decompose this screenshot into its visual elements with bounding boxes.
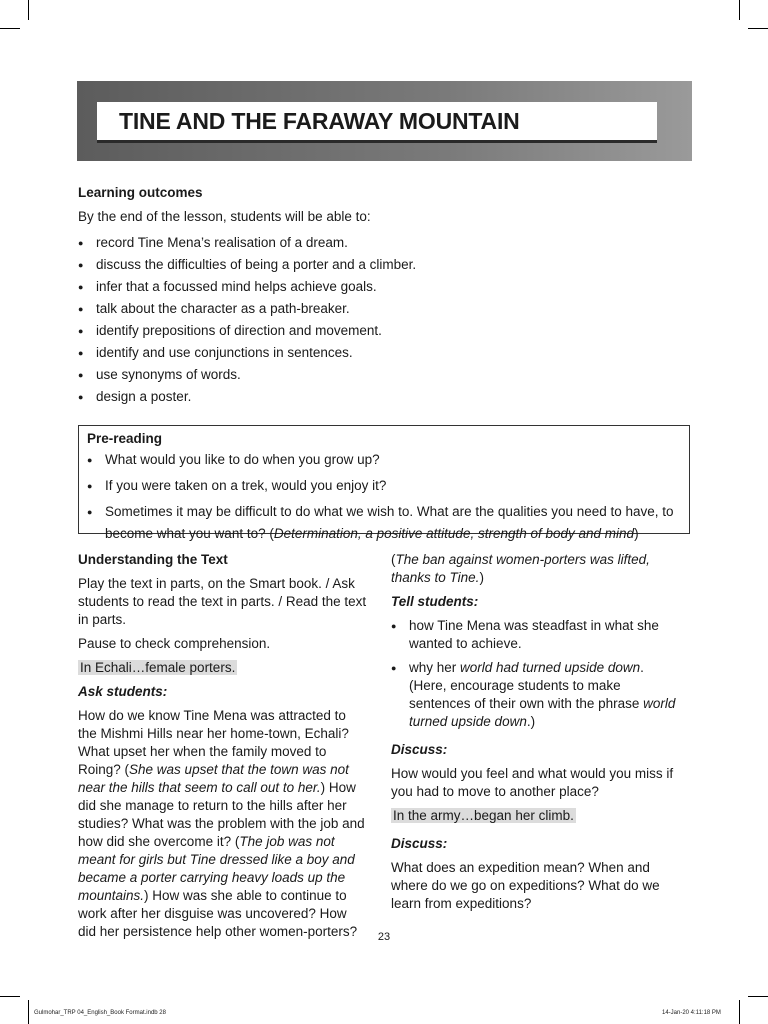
text-highlight: In Echali…female porters. — [80, 660, 236, 675]
list-item: ● infer that a focussed mind helps achieve goals. — [78, 276, 678, 298]
question-text: How do we know Tine Mena was attracted to the Mishmi Hills near her home-town, Echali? What upset her when the family moved to Roing? ( — [78, 708, 349, 777]
paragraph: Pause to check comprehension. — [78, 636, 271, 651]
list-item — [391, 659, 681, 731]
crop-mark — [28, 1000, 29, 1024]
learning-outcomes-heading: Learning outcomes — [78, 185, 203, 200]
title-banner — [77, 81, 692, 161]
paragraph: Play the text in parts, on the Smart book. / Ask students to read the text in parts. / Read the text in parts. — [78, 576, 367, 627]
question-text: ) How did she manage to return to the hills after her studies? What was the problem with the job and how did she overcome it? ( — [78, 780, 365, 849]
section-heading: Understanding the Text — [78, 552, 228, 567]
list-item: ● identify and use conjunctions in sentences. — [78, 342, 678, 364]
question-text: Sometimes it may be difficult to do what we wish to. What are the qualities you need to have, to become what you want to? ( — [105, 504, 674, 541]
paren: ) — [479, 570, 484, 585]
crop-mark — [748, 996, 768, 997]
answer-text: The job was not meant for girls but Tine dressed like a boy and became a porter carrying heavy loads up the mountains. — [78, 834, 355, 903]
learning-outcomes-list — [78, 232, 678, 408]
list-item: ● identify prepositions of direction and movement. — [78, 320, 678, 342]
list-item: ● discuss the difficulties of being a porter and a climber. — [78, 254, 678, 276]
right-column — [391, 551, 681, 919]
text: why her — [409, 660, 461, 675]
text: . (Here, encourage students to make sentences of their own with the phrase — [409, 660, 644, 711]
paragraph: What does an expedition mean? When and where do we go on expeditions? What do we learn from expeditions? — [391, 860, 660, 911]
footer-timestamp: 14-Jan-20 4:11:18 PM — [662, 1010, 721, 1016]
list-item: ● What would you like to do when you grow up? — [87, 449, 681, 471]
tell-students-list — [391, 617, 681, 731]
question-text: ) How was she able to continue to work after her disguise was uncovered? How did her persistence help other women-porters? — [78, 888, 358, 939]
paragraph — [391, 551, 681, 587]
page-number: 23 — [377, 931, 391, 943]
questions-paragraph — [78, 707, 368, 941]
closing-paren: ) — [634, 526, 639, 541]
pre-reading-list — [87, 449, 681, 545]
answer-text: The ban against women-porters was lifted, thanks to Tine. — [391, 552, 650, 585]
pre-reading-heading: Pre-reading — [87, 431, 163, 446]
highlight-paragraph — [78, 659, 368, 677]
crop-mark — [739, 1000, 740, 1024]
list-item: ● talk about the character as a path-breaker. — [78, 298, 678, 320]
list-item: ● design a poster. — [78, 386, 678, 408]
page-title: TINE AND THE FARAWAY MOUNTAIN — [119, 108, 520, 134]
crop-mark — [28, 0, 29, 20]
crop-mark — [739, 0, 740, 20]
list-item — [87, 501, 681, 545]
tell-students-heading: Tell students: — [391, 594, 479, 609]
highlight-paragraph — [391, 807, 681, 825]
title-box — [97, 102, 657, 140]
discuss-heading: Discuss: — [391, 836, 448, 851]
paren: ( — [391, 552, 396, 567]
crop-mark — [748, 28, 768, 29]
crop-mark — [0, 28, 20, 29]
crop-mark — [0, 996, 20, 997]
phrase: world had turned upside down — [460, 660, 641, 675]
paragraph: How would you feel and what would you miss if you had to move to another place? — [391, 766, 674, 799]
text-highlight: In the army…began her climb. — [393, 808, 574, 823]
pre-reading-box — [78, 425, 690, 541]
ask-students-heading: Ask students: — [78, 684, 168, 699]
list-item: ● use synonyms of words. — [78, 364, 678, 386]
title-underline — [97, 140, 657, 143]
footer-file-info: Gulmohar_TRP 04_English_Book Format.indb 28 — [34, 1010, 166, 1016]
answer-text: She was upset that the town was not near the hills that seem to call out to her. — [78, 762, 349, 795]
learning-outcomes-intro: By the end of the lesson, students will be able to: — [78, 209, 371, 224]
discuss-heading: Discuss: — [391, 742, 448, 757]
list-item: ● how Tine Mena was steadfast in what she wanted to achieve. — [391, 617, 681, 653]
answer-text: Determination, a positive attitude, strength of body and mind — [273, 526, 635, 541]
list-item: ● record Tine Mena’s realisation of a dream. — [78, 232, 678, 254]
left-column — [78, 551, 368, 947]
list-item: ● If you were taken on a trek, would you enjoy it? — [87, 475, 681, 497]
phrase: world turned upside down — [409, 696, 676, 729]
text: .) — [526, 714, 536, 729]
